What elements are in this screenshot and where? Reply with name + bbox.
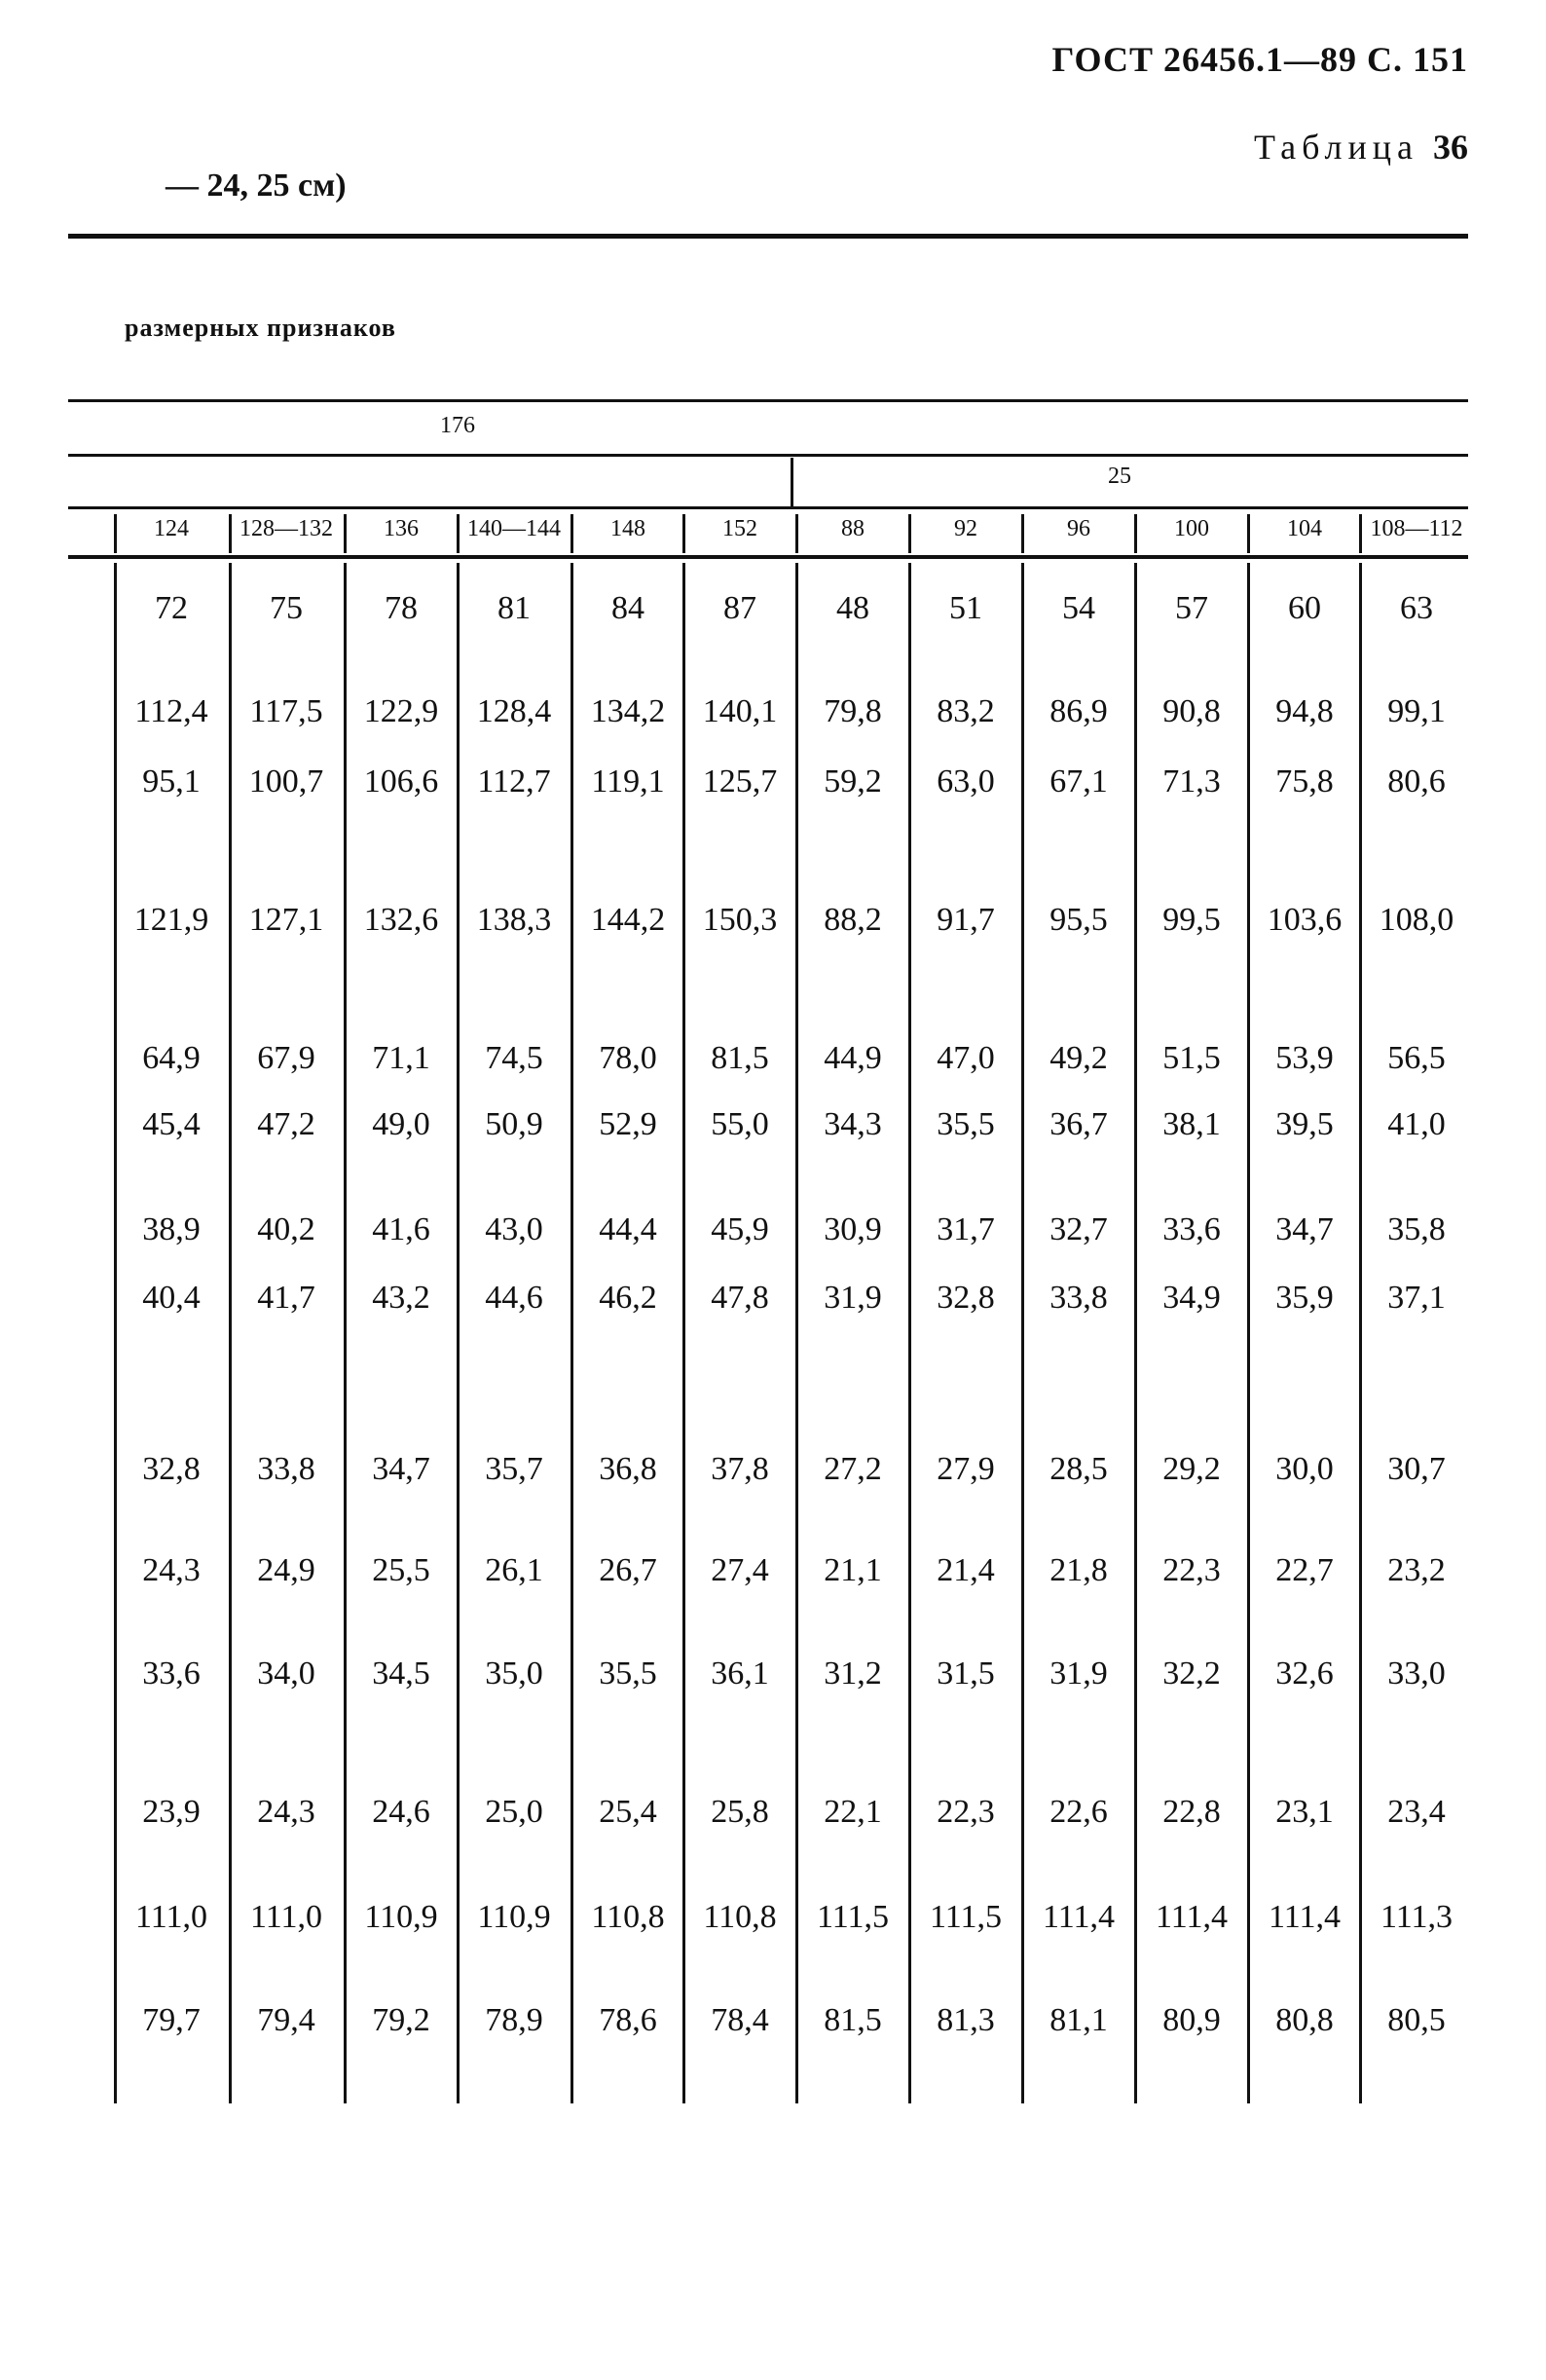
table-cell: 144,2 — [590, 902, 666, 938]
table-cell: 24,3 — [142, 1552, 201, 1588]
table-cell: 81 — [497, 590, 531, 626]
table-cell: 34,5 — [372, 1655, 430, 1692]
group-header-176: 176 — [440, 413, 475, 438]
table-cell: 51,5 — [1162, 1040, 1221, 1076]
table-cell: 57 — [1175, 590, 1208, 626]
group-header-25: 25 — [1108, 464, 1131, 489]
column-header: 92 — [954, 516, 977, 541]
header-rule-3 — [68, 506, 1468, 509]
column-header-separator — [457, 514, 460, 553]
table-cell: 50,9 — [485, 1106, 543, 1142]
table-cell: 40,4 — [142, 1280, 201, 1316]
table-cell: 80,6 — [1387, 763, 1446, 800]
table-cell: 119,1 — [591, 763, 665, 800]
table-cell: 86,9 — [1049, 693, 1108, 729]
table-cell: 22,3 — [1162, 1552, 1221, 1588]
table-cell: 80,5 — [1387, 2002, 1446, 2038]
table-cell: 140,1 — [702, 693, 778, 729]
table-cell: 111,0 — [250, 1899, 322, 1935]
column-header-separator — [795, 514, 798, 553]
table-cell: 35,5 — [599, 1655, 657, 1692]
table-cell: 78,4 — [711, 2002, 769, 2038]
table-cell: 38,9 — [142, 1211, 201, 1247]
table-cell: 55,0 — [711, 1106, 769, 1142]
table-cell: 128,4 — [476, 693, 552, 729]
column-header-separator — [229, 514, 232, 553]
column-header: 148 — [610, 516, 645, 541]
table-cell: 127,1 — [248, 902, 324, 938]
table-cell: 111,4 — [1043, 1899, 1115, 1935]
table-cell: 22,7 — [1275, 1552, 1334, 1588]
table-cell: 32,2 — [1162, 1655, 1221, 1692]
table-cell: 99,1 — [1387, 693, 1446, 729]
table-cell: 29,2 — [1162, 1451, 1221, 1487]
table-cell: 22,3 — [937, 1794, 995, 1830]
table-cell: 31,5 — [937, 1655, 995, 1692]
table-cell: 47,8 — [711, 1280, 769, 1316]
table-cell: 44,9 — [824, 1040, 882, 1076]
table-cell: 22,1 — [824, 1794, 882, 1830]
table-label — [1254, 127, 1468, 167]
table-cell: 78,9 — [485, 2002, 543, 2038]
table-cell: 81,3 — [937, 2002, 995, 2038]
table-cell: 34,7 — [1275, 1211, 1334, 1247]
table-cell: 35,0 — [485, 1655, 543, 1692]
top-rule — [68, 234, 1468, 239]
table-cell: 27,9 — [937, 1451, 995, 1487]
table-cell: 111,4 — [1156, 1899, 1228, 1935]
table-cell: 110,9 — [477, 1899, 551, 1935]
table-cell: 110,8 — [703, 1899, 777, 1935]
table-cell: 21,4 — [937, 1552, 995, 1588]
table-cell: 36,7 — [1049, 1106, 1108, 1142]
table-cell: 28,5 — [1049, 1451, 1108, 1487]
table-cell: 117,5 — [249, 693, 323, 729]
table-cell: 31,9 — [1049, 1655, 1108, 1692]
table-cell: 33,0 — [1387, 1655, 1446, 1692]
table-cell: 21,1 — [824, 1552, 882, 1588]
table-cell: 78,6 — [599, 2002, 657, 2038]
table-cell: 24,6 — [372, 1794, 430, 1830]
column-header-separator — [344, 514, 347, 553]
table-cell: 21,8 — [1049, 1552, 1108, 1588]
table-cell: 23,1 — [1275, 1794, 1334, 1830]
table-cell: 74,5 — [485, 1040, 543, 1076]
table-cell: 34,3 — [824, 1106, 882, 1142]
table-cell: 25,0 — [485, 1794, 543, 1830]
table-cell: 35,7 — [485, 1451, 543, 1487]
header-rule-4 — [68, 555, 1468, 559]
table-cell: 67,9 — [257, 1040, 315, 1076]
table-cell: 37,1 — [1387, 1280, 1446, 1316]
table-cell: 83,2 — [937, 693, 995, 729]
table-cell: 138,3 — [476, 902, 552, 938]
table-cell: 84 — [611, 590, 644, 626]
table-cell: 34,0 — [257, 1655, 315, 1692]
column-header: 96 — [1067, 516, 1090, 541]
table-cell: 41,0 — [1387, 1106, 1446, 1142]
table-cell: 41,7 — [257, 1280, 315, 1316]
table-cell: 75,8 — [1275, 763, 1334, 800]
table-cell: 35,8 — [1387, 1211, 1446, 1247]
column-header-separator — [682, 514, 685, 553]
table-cell: 23,4 — [1387, 1794, 1446, 1830]
group-divider — [791, 458, 793, 506]
table-cell: 48 — [836, 590, 869, 626]
table-cell: 47,0 — [937, 1040, 995, 1076]
table-cell: 33,8 — [257, 1451, 315, 1487]
table-cell: 71,3 — [1162, 763, 1221, 800]
table-cell: 112,4 — [134, 693, 208, 729]
table-cell: 54 — [1062, 590, 1095, 626]
subtitle-fragment: размерных признаков — [125, 314, 396, 342]
table-cell: 111,5 — [817, 1899, 889, 1935]
table-cell: 81,5 — [824, 2002, 882, 2038]
table-cell: 79,4 — [257, 2002, 315, 2038]
table-cell: 59,2 — [824, 763, 882, 800]
table-cell: 79,2 — [372, 2002, 430, 2038]
table-cell: 46,2 — [599, 1280, 657, 1316]
table-cell: 72 — [155, 590, 188, 626]
table-cell: 111,3 — [1380, 1899, 1453, 1935]
table-label-prefix: Таблица — [1254, 128, 1418, 167]
table-cell: 27,2 — [824, 1451, 882, 1487]
table-cell: 33,8 — [1049, 1280, 1108, 1316]
table-cell: 63,0 — [937, 763, 995, 800]
table-cell: 25,5 — [372, 1552, 430, 1588]
table-cell: 67,1 — [1049, 763, 1108, 800]
table-cell: 23,9 — [142, 1794, 201, 1830]
column-header: 104 — [1287, 516, 1322, 541]
column-header: 108—112 — [1370, 516, 1463, 541]
column-header-separator — [1359, 514, 1362, 553]
table-cell: 78,0 — [599, 1040, 657, 1076]
table-cell: 78 — [385, 590, 418, 626]
table-cell: 80,8 — [1275, 2002, 1334, 2038]
table-cell: 32,7 — [1049, 1211, 1108, 1247]
table-cell: 90,8 — [1162, 693, 1221, 729]
table-cell: 106,6 — [363, 763, 439, 800]
table-cell: 100,7 — [248, 763, 324, 800]
table-cell: 49,0 — [372, 1106, 430, 1142]
table-cell: 121,9 — [133, 902, 209, 938]
table-cell: 64,9 — [142, 1040, 201, 1076]
table-cell: 79,7 — [142, 2002, 201, 2038]
table-cell: 79,8 — [824, 693, 882, 729]
header-rule-1 — [68, 399, 1468, 402]
table-cell: 95,1 — [142, 763, 201, 800]
table-cell: 33,6 — [142, 1655, 201, 1692]
table-cell: 80,9 — [1162, 2002, 1221, 2038]
column-header-separator — [1134, 514, 1137, 553]
table-cell: 31,7 — [937, 1211, 995, 1247]
table-cell: 30,9 — [824, 1211, 882, 1247]
table-cell: 38,1 — [1162, 1106, 1221, 1142]
table-cell: 71,1 — [372, 1040, 430, 1076]
table-cell: 47,2 — [257, 1106, 315, 1142]
table-cell: 32,6 — [1275, 1655, 1334, 1692]
table-cell: 34,7 — [372, 1451, 430, 1487]
table-cell: 108,0 — [1379, 902, 1454, 938]
table-cell: 94,8 — [1275, 693, 1334, 729]
table-cell: 103,6 — [1267, 902, 1343, 938]
table-cell: 111,4 — [1269, 1899, 1341, 1935]
table-cell: 51 — [949, 590, 982, 626]
column-header-separator — [908, 514, 911, 553]
column-header: 136 — [384, 516, 419, 541]
table-cell: 32,8 — [937, 1280, 995, 1316]
table-cell: 44,6 — [485, 1280, 543, 1316]
table-cell: 111,5 — [930, 1899, 1002, 1935]
table-number: 36 — [1433, 128, 1468, 167]
header-rule-2 — [68, 454, 1468, 457]
table-cell: 40,2 — [257, 1211, 315, 1247]
table-cell: 87 — [723, 590, 756, 626]
table-cell: 111,0 — [135, 1899, 207, 1935]
table-cell: 26,7 — [599, 1552, 657, 1588]
title-fragment: — 24, 25 см) — [166, 167, 347, 204]
column-header-separator — [1021, 514, 1024, 553]
table-cell: 36,8 — [599, 1451, 657, 1487]
table-cell: 34,9 — [1162, 1280, 1221, 1316]
column-header-separator — [114, 514, 117, 553]
table-cell: 81,1 — [1049, 2002, 1108, 2038]
table-cell: 24,9 — [257, 1552, 315, 1588]
table-cell: 43,0 — [485, 1211, 543, 1247]
table-cell: 132,6 — [363, 902, 439, 938]
table-cell: 35,9 — [1275, 1280, 1334, 1316]
table-cell: 31,9 — [824, 1280, 882, 1316]
table-cell: 39,5 — [1275, 1106, 1334, 1142]
table-cell: 112,7 — [477, 763, 551, 800]
table-cell: 31,2 — [824, 1655, 882, 1692]
table-cell: 110,9 — [364, 1899, 438, 1935]
table-cell: 134,2 — [590, 693, 666, 729]
table-cell: 95,5 — [1049, 902, 1108, 938]
table-cell: 125,7 — [702, 763, 778, 800]
table-cell: 22,8 — [1162, 1794, 1221, 1830]
table-cell: 60 — [1288, 590, 1321, 626]
table-cell: 23,2 — [1387, 1552, 1446, 1588]
page-header-reference: ГОСТ 26456.1—89 С. 151 — [1051, 40, 1468, 79]
table-cell: 36,1 — [711, 1655, 769, 1692]
table-cell: 44,4 — [599, 1211, 657, 1247]
table-cell: 110,8 — [591, 1899, 665, 1935]
table-cell: 41,6 — [372, 1211, 430, 1247]
table-cell: 63 — [1400, 590, 1433, 626]
table-cell: 88,2 — [824, 902, 882, 938]
table-cell: 27,4 — [711, 1552, 769, 1588]
table-cell: 30,7 — [1387, 1451, 1446, 1487]
table-cell: 25,4 — [599, 1794, 657, 1830]
table-cell: 33,6 — [1162, 1211, 1221, 1247]
table-cell: 35,5 — [937, 1106, 995, 1142]
table-cell: 122,9 — [363, 693, 439, 729]
column-header: 140—144 — [467, 516, 561, 541]
column-header: 152 — [722, 516, 757, 541]
column-header: 128—132 — [239, 516, 333, 541]
table-cell: 56,5 — [1387, 1040, 1446, 1076]
table-cell: 24,3 — [257, 1794, 315, 1830]
table-cell: 45,4 — [142, 1106, 201, 1142]
table-cell: 30,0 — [1275, 1451, 1334, 1487]
column-header: 100 — [1174, 516, 1209, 541]
table-cell: 52,9 — [599, 1106, 657, 1142]
column-header-separator — [1247, 514, 1250, 553]
table-cell: 99,5 — [1162, 902, 1221, 938]
table-cell: 49,2 — [1049, 1040, 1108, 1076]
table-cell: 22,6 — [1049, 1794, 1108, 1830]
table-cell: 37,8 — [711, 1451, 769, 1487]
table-cell: 43,2 — [372, 1280, 430, 1316]
table-cell: 26,1 — [485, 1552, 543, 1588]
table-cell: 81,5 — [711, 1040, 769, 1076]
table-cell: 45,9 — [711, 1211, 769, 1247]
column-header-separator — [571, 514, 573, 553]
table-cell: 91,7 — [937, 902, 995, 938]
column-header: 124 — [154, 516, 189, 541]
table-cell: 150,3 — [702, 902, 778, 938]
table-cell: 25,8 — [711, 1794, 769, 1830]
table-cell: 75 — [270, 590, 303, 626]
table-cell: 32,8 — [142, 1451, 201, 1487]
table-cell: 53,9 — [1275, 1040, 1334, 1076]
column-header: 88 — [841, 516, 865, 541]
